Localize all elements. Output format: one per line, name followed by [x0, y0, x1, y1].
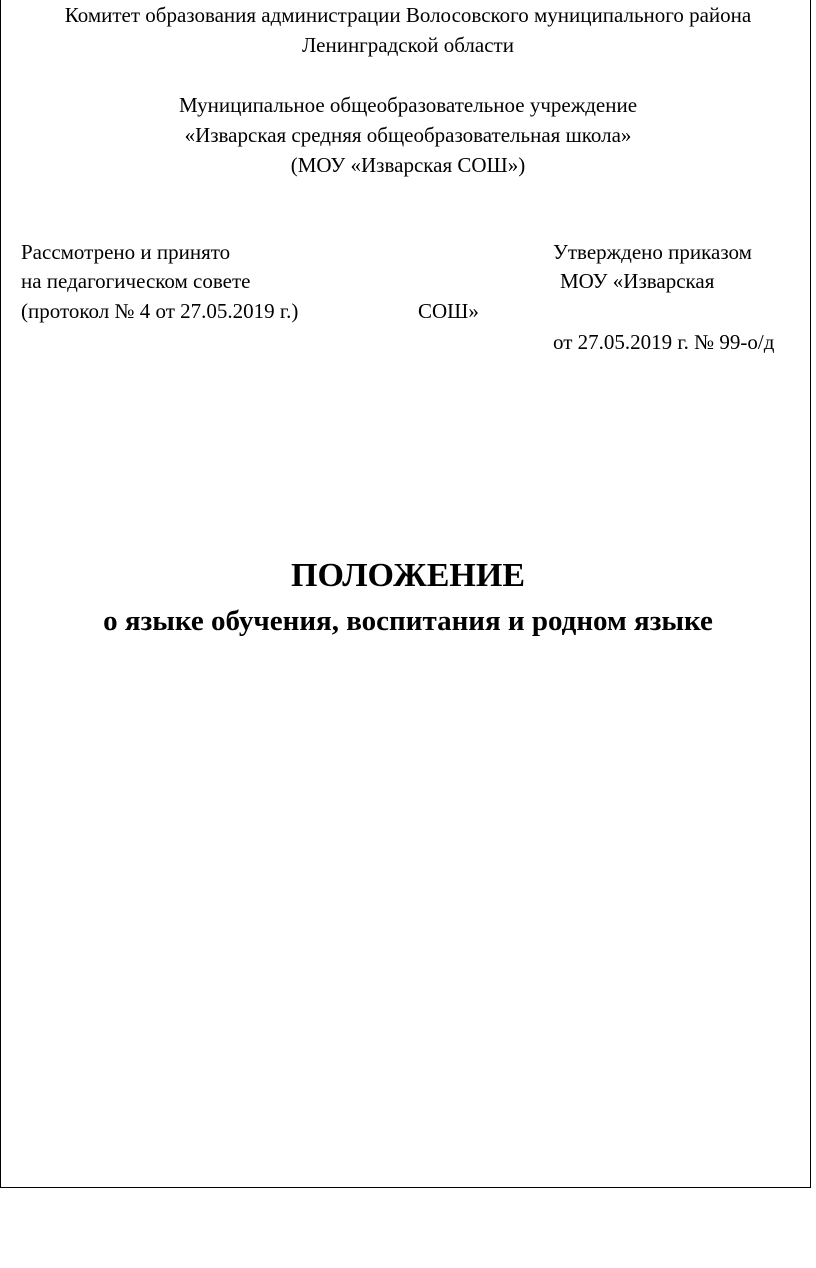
- committee-line-2: Ленинградской области: [302, 33, 514, 57]
- document-title: ПОЛОЖЕНИЕ: [291, 557, 525, 594]
- document-subtitle: о языке обучения, воспитания и родном языке: [103, 605, 713, 637]
- approval-right-line-4: от 27.05.2019 г. № 99-о/д: [553, 330, 775, 354]
- approval-right-line-1: Утверждено приказом: [553, 240, 752, 264]
- institution-line-3: (МОУ «Изварская СОШ»): [290, 153, 526, 177]
- institution-line-2: «Изварская средняя общеобразовательная школа»: [184, 123, 632, 147]
- approval-right-line-2: МОУ «Изварская: [560, 269, 715, 293]
- committee-line-1: Комитет образования администрации Волосовского муниципального района: [64, 3, 752, 27]
- approval-left-line-3: (протокол № 4 от 27.05.2019 г.): [21, 299, 299, 323]
- approval-right-line-3: СОШ»: [418, 299, 479, 323]
- approval-left-line-1: Рассмотрено и принято: [21, 240, 231, 264]
- approval-left-line-2: на педагогическом совете: [21, 269, 251, 293]
- institution-line-1: Муниципальное общеобразовательное учреждение: [178, 93, 638, 117]
